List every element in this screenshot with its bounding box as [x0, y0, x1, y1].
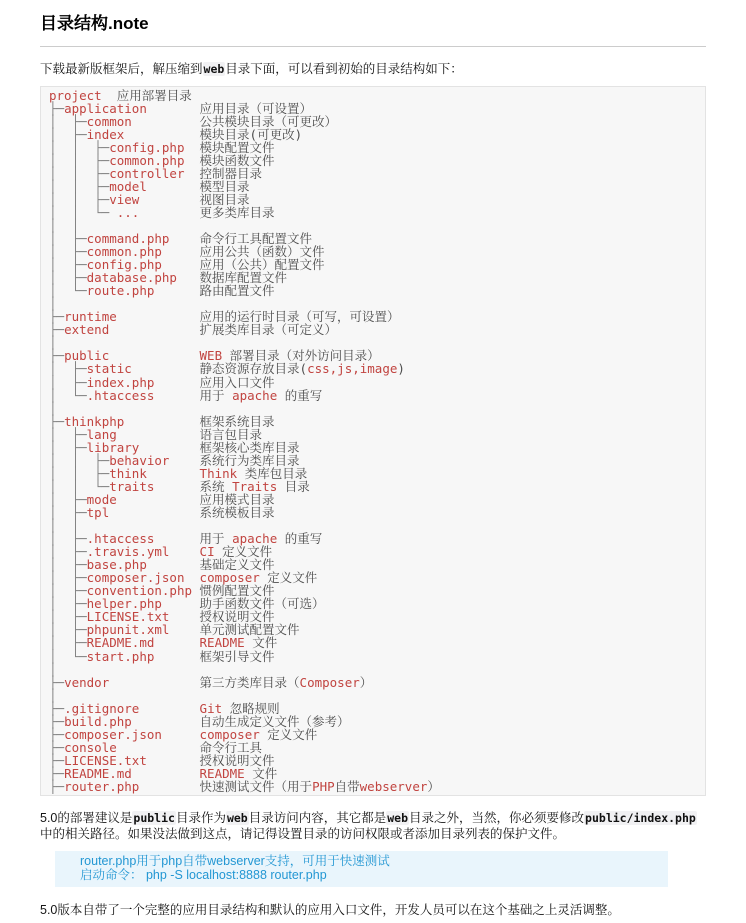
tree-branch: │ └─: [49, 387, 87, 403]
tree-line: [49, 650, 697, 663]
entry-description: 类库包目录: [244, 465, 308, 481]
tree-branch: ├─: [49, 739, 65, 755]
entry-description: 应用的运行时目录（可写，可设置）: [199, 309, 400, 325]
entry-description: Git: [199, 700, 230, 716]
tree-branch: │ ├─: [49, 426, 87, 442]
tree-branch: │: [49, 687, 57, 703]
closing-paragraph: 5.0版本自带了一个完整的应用目录结构和默认的应用入口文件，开发人员可以在这个基础之上灵活调整。: [40, 903, 620, 918]
entry-description: 第三方类库目录（: [199, 674, 300, 690]
entry-name: view: [109, 191, 140, 207]
tree-branch: │ ├─: [49, 257, 87, 273]
entry-name: .gitignore: [64, 700, 140, 716]
text-segment: 5.0的部署建议是: [40, 811, 133, 826]
entry-description: Traits: [232, 478, 285, 494]
entry-name: build.php: [64, 713, 132, 729]
entry-description: 授权说明文件: [199, 752, 275, 768]
entry-description: apache: [232, 387, 285, 403]
tree-line: [49, 206, 697, 219]
tree-branch: │ ├─: [49, 583, 87, 599]
entry-description: 定义文件: [267, 726, 318, 742]
entry-name: common.php: [86, 244, 162, 260]
tree-branch: │ ├─: [49, 635, 87, 651]
entry-name: config.php: [109, 139, 185, 155]
entry-name: common.php: [109, 152, 185, 168]
tip-note-box: [55, 851, 668, 887]
entry-name: helper.php: [86, 596, 162, 612]
tree-branch: ├─: [49, 726, 65, 742]
entry-description: 应用模式目录: [199, 491, 275, 507]
entry-name: route.php: [86, 283, 155, 299]
entry-name: composer.json: [64, 726, 162, 742]
entry-name: traits: [109, 478, 155, 494]
directory-tree-block: [40, 86, 706, 797]
entry-description: 框架引导文件: [199, 648, 275, 664]
entry-name: config.php: [86, 257, 162, 273]
entry-name: index: [86, 126, 125, 142]
entry-description: 用于: [199, 387, 233, 403]
entry-description: 应用目录（可设置）: [199, 100, 313, 116]
entry-description: 控制器目录: [199, 165, 263, 181]
tree-branch: │ │ ├─: [49, 152, 110, 168]
entry-name: LICENSE.txt: [86, 609, 170, 625]
inline-code: public: [133, 811, 175, 826]
entry-name: application: [64, 100, 147, 116]
tree-branch: │ ├─: [49, 270, 87, 286]
entry-name: runtime: [64, 309, 117, 325]
entry-name: console: [64, 739, 117, 755]
entry-description: 视图目录: [199, 191, 250, 207]
entry-name: model: [109, 178, 147, 194]
entry-name: router.php: [64, 778, 140, 794]
entry-description: 模型目录: [199, 178, 250, 194]
entry-description: WEB: [199, 348, 230, 364]
entry-description: 定义文件: [267, 570, 318, 586]
entry-name: extend: [64, 322, 110, 338]
entry-name: static: [86, 361, 132, 377]
tree-branch: │ ├─: [49, 374, 87, 390]
entry-description: ): [397, 361, 405, 377]
column-gap: [109, 675, 199, 690]
entry-description: CI: [199, 544, 223, 560]
entry-description: README: [199, 765, 253, 781]
entry-description: apache: [232, 531, 285, 547]
entry-description: 模块函数文件: [199, 152, 275, 168]
tree-branch: │ └─: [49, 648, 87, 664]
entry-description: 自带: [334, 778, 360, 794]
tree-branch: │ │ ├─: [49, 165, 110, 181]
tree-line: [49, 284, 697, 297]
entry-description: 框架系统目录: [199, 413, 275, 429]
entry-name: .htaccess: [86, 531, 155, 547]
entry-description: 文件: [252, 635, 278, 651]
tree-branch: ├─: [49, 413, 65, 429]
tree-branch: │ ├─: [49, 126, 87, 142]
entry-description: 忽略规则: [229, 700, 280, 716]
entry-description: 的重写: [284, 531, 323, 547]
tree-line: [49, 780, 697, 793]
entry-name: phpunit.xml: [86, 622, 170, 638]
text-segment: 下载最新版框架后，解压缩到: [40, 62, 203, 76]
title-divider: [40, 46, 706, 47]
entry-description: 定义文件: [222, 544, 273, 560]
tree-branch: │ │ ├─: [49, 191, 110, 207]
entry-name: tpl: [86, 505, 110, 520]
tree-branch: │ ├─: [49, 491, 87, 507]
text-segment: 目录之外，当然，你必须要修改: [409, 811, 585, 826]
text-segment: 目录访问内容，其它都是: [248, 811, 387, 826]
tree-branch: │ ├─: [49, 531, 87, 547]
tree-branch: │: [49, 661, 57, 677]
tree-branch: │ │: [49, 217, 80, 233]
entry-description: webserver: [359, 778, 428, 794]
tree-branch: │ ├─: [49, 609, 87, 625]
entry-description: 基础定义文件: [199, 557, 275, 573]
inline-code: public/index.php: [585, 811, 696, 826]
entry-description: 模块配置文件: [199, 139, 275, 155]
entry-description: ）: [359, 674, 373, 690]
entry-name: ...: [109, 204, 140, 220]
entry-name: command.php: [86, 231, 170, 247]
entry-description: 扩展类库目录（可定义）: [199, 322, 338, 338]
entry-description: 惯例配置文件: [199, 583, 275, 599]
tip-line-1: router.php用于php自带webserver支持，可用于快速测试: [80, 854, 390, 869]
entry-description: 数据库配置文件: [199, 270, 288, 286]
entry-description: 静态资源存放目录(: [199, 361, 308, 377]
entry-description: 目录: [284, 478, 310, 494]
entry-name: common: [86, 113, 132, 129]
entry-name: start.php: [86, 648, 155, 664]
tree-branch: │ ├─: [49, 557, 87, 573]
tree-branch: │ ├─: [49, 439, 87, 455]
text-segment: 目录下面，可以看到初始的目录结构如下：: [225, 62, 463, 76]
tree-branch: │ │ └─: [49, 478, 110, 494]
entry-description: 文件: [252, 765, 278, 781]
tree-branch: ├─: [49, 778, 65, 794]
entry-description: composer: [199, 570, 268, 586]
entry-description: 系统行为类库目录: [199, 452, 300, 468]
column-gap: [154, 649, 199, 664]
entry-description: 单元测试配置文件: [199, 622, 300, 638]
column-gap: [154, 388, 199, 403]
entry-description: Think: [199, 465, 245, 481]
column-gap: [109, 322, 199, 337]
note-page: [0, 13, 746, 919]
entry-name: .htaccess: [86, 387, 155, 403]
entry-description: PHP: [312, 778, 335, 794]
tree-branch: │: [49, 296, 57, 312]
entry-name: README.md: [64, 765, 132, 781]
tree-branch: │ │: [49, 518, 80, 534]
tree-branch: ├─: [49, 674, 65, 690]
entry-description: 助手函数文件（可选）: [199, 596, 325, 612]
entry-name: convention.php: [86, 583, 192, 599]
tree-branch: ├─: [49, 309, 65, 325]
entry-description: ）: [427, 778, 440, 794]
tree-branch: ├─: [49, 100, 65, 116]
tree-branch: ├─: [49, 700, 65, 716]
entry-description: 系统: [199, 478, 233, 494]
entry-description: 系统模板目录: [199, 505, 275, 520]
tree-branch: ├─: [49, 322, 65, 338]
inline-code: web: [226, 811, 248, 826]
tree-branch: │ ├─: [49, 505, 87, 520]
entry-name: .travis.yml: [86, 544, 170, 560]
entry-name: index.php: [86, 374, 155, 390]
entry-name: composer.json: [86, 570, 185, 586]
entry-description: 更多类库目录: [199, 204, 275, 220]
entry-description: composer: [199, 726, 268, 742]
entry-description: 框架核心类库目录: [199, 439, 300, 455]
entry-description: 快速测试文件（用于: [199, 778, 313, 794]
tree-branch: │ ├─: [49, 113, 87, 129]
entry-name: think: [109, 465, 147, 481]
entry-description: 路由配置文件: [199, 283, 275, 299]
tree-branch: │ └─: [49, 283, 87, 299]
entry-name: public: [64, 348, 110, 364]
entry-description: 的重写: [284, 387, 323, 403]
tree-branch: │ ├─: [49, 231, 87, 247]
entry-description: 模块目录(可更改): [199, 126, 303, 142]
entry-name: mode: [86, 491, 117, 507]
entry-description: css,js,image: [307, 361, 398, 377]
entry-description: 用于: [199, 531, 233, 547]
tree-branch: ├─: [49, 348, 65, 364]
entry-description: README: [199, 635, 253, 651]
entry-name: vendor: [64, 674, 110, 690]
tree-line: [49, 506, 697, 519]
inline-code: web: [203, 62, 225, 76]
entry-name: database.php: [86, 270, 177, 286]
inline-code: web: [387, 811, 409, 826]
column-gap: [139, 779, 199, 794]
entry-name: LICENSE.txt: [64, 752, 147, 768]
entry-name: project: [49, 87, 102, 103]
entry-description: 语言包目录: [199, 426, 263, 442]
tip-line-2: 启动命令： php -S localhost:8888 router.php: [80, 867, 327, 882]
intro-paragraph: [40, 62, 706, 78]
entry-name: thinkphp: [64, 413, 125, 429]
tree-branch: │ ├─: [49, 622, 87, 638]
tree-line: [49, 323, 697, 336]
tree-branch: │ │ ├─: [49, 139, 110, 155]
tree-branch: │ ├─: [49, 244, 87, 260]
entry-description: 自动生成定义文件（参考）: [199, 713, 350, 729]
entry-name: README.md: [86, 635, 155, 651]
entry-name: lang: [86, 426, 117, 442]
text-segment: 中的相关路径。如果没法做到这点，请记得设置目录的访问权限或者添加目录列表的保护文件。: [40, 826, 566, 841]
tree-branch: │: [49, 335, 57, 351]
tree-branch: ├─: [49, 765, 65, 781]
entry-name: base.php: [86, 557, 147, 573]
entry-description: 部署目录（对外访问目录）: [229, 348, 380, 364]
entry-description: 应用（公共）配置文件: [199, 257, 325, 273]
entry-description: 公共模块目录（可更改）: [199, 113, 338, 129]
tree-branch: │ ├─: [49, 570, 87, 586]
tree-branch: │ │ ├─: [49, 465, 110, 481]
entry-name: controller: [109, 165, 185, 181]
entry-name: behavior: [109, 452, 170, 468]
tree-branch: ├─: [49, 713, 65, 729]
tree-branch: │ │ └─: [49, 204, 110, 220]
tree-branch: │ ├─: [49, 544, 87, 560]
tree-branch: │ │ ├─: [49, 452, 110, 468]
entry-description: 授权说明文件: [199, 609, 275, 625]
tree-line: [49, 676, 697, 689]
tree-branch: │ ├─: [49, 596, 87, 612]
text-segment: 目录作为: [175, 811, 226, 826]
tree-branch: │: [49, 400, 57, 416]
tree-branch: │ ├─: [49, 361, 87, 377]
entry-description: 应用公共（函数）文件: [199, 244, 325, 260]
page-title: 目录结构.note: [40, 14, 149, 33]
column-gap: [154, 283, 199, 298]
entry-description: 命令行工具配置文件: [199, 231, 313, 247]
entry-description: Composer: [299, 674, 360, 690]
column-gap: [139, 205, 199, 220]
tree-branch: ├─: [49, 752, 65, 768]
column-gap: [109, 505, 199, 520]
entry-description: 命令行工具: [199, 739, 263, 755]
entry-name: library: [86, 439, 140, 455]
deploy-paragraph: [40, 811, 706, 842]
tree-line: [49, 389, 697, 402]
tree-branch: │ │ ├─: [49, 178, 110, 194]
entry-description: 应用入口文件: [199, 374, 275, 390]
entry-description: 应用部署目录: [116, 87, 192, 103]
